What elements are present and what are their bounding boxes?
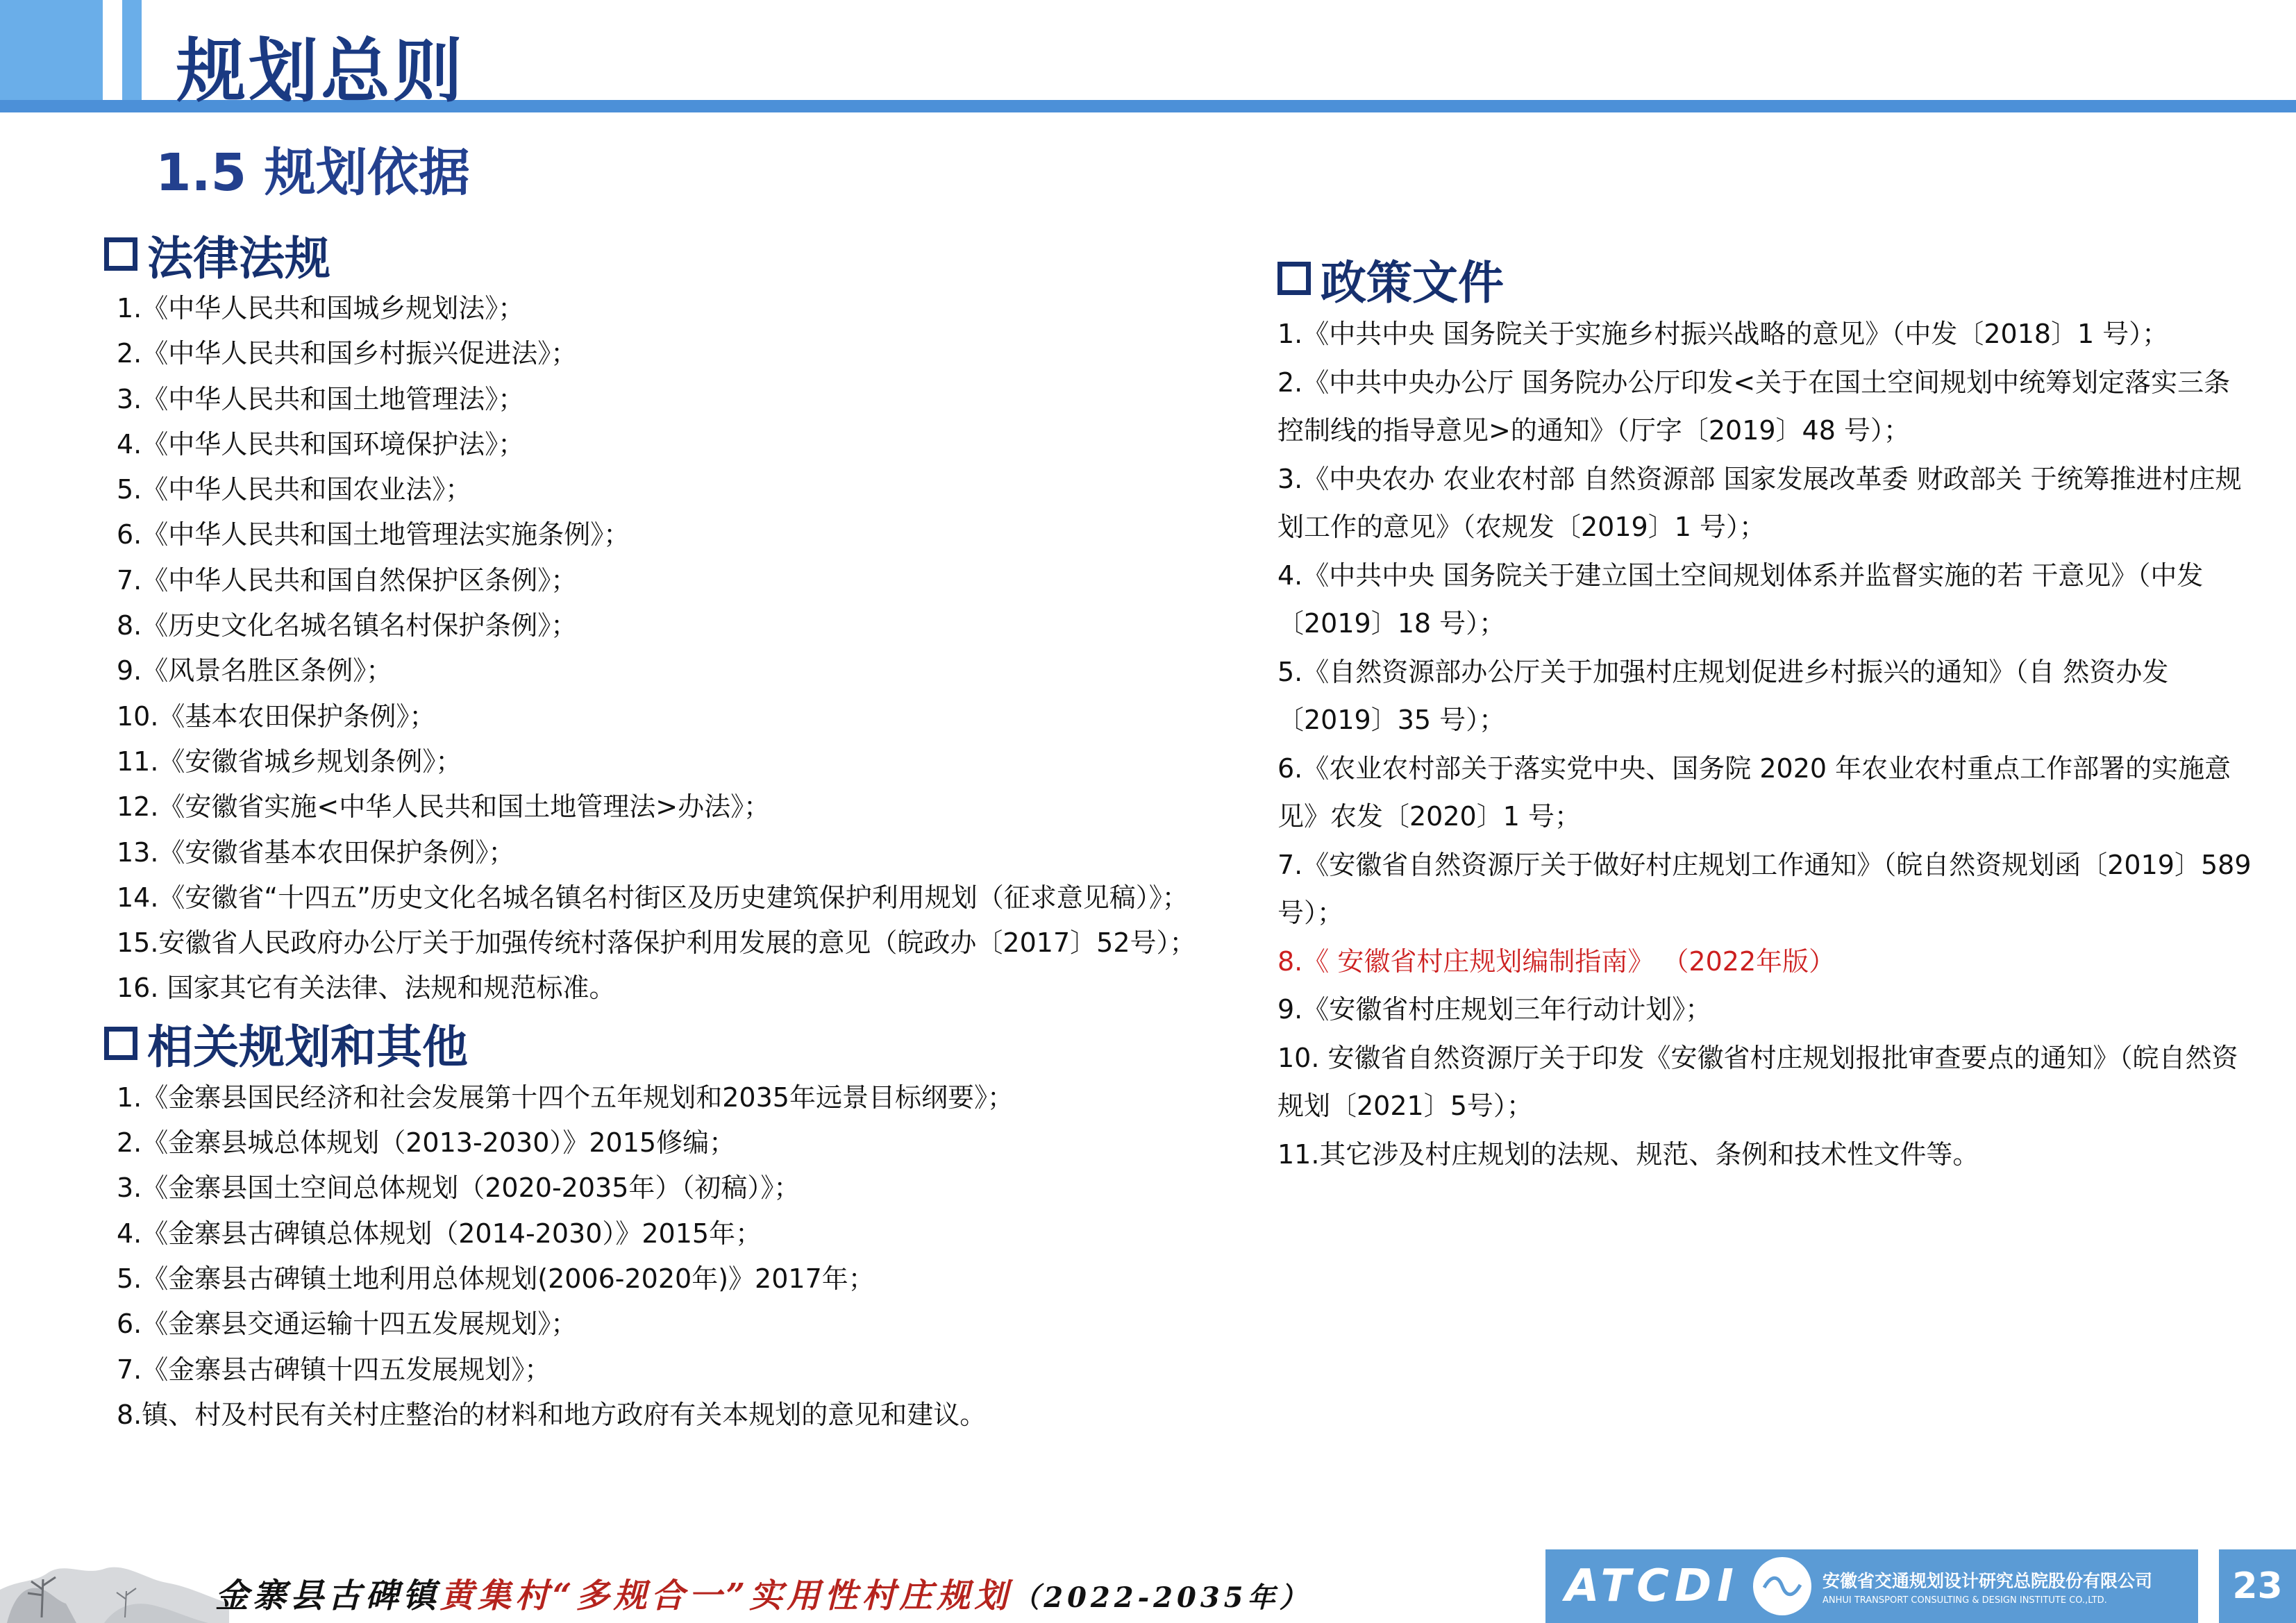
list-item: 3.《金寨县国土空间总体规划（2020-2035年）（初稿）》； bbox=[117, 1172, 801, 1204]
list-item: 2.《中华人民共和国乡村振兴促进法》； bbox=[117, 338, 578, 369]
list-item: 8.《历史文化名城名镇名村保护条例》； bbox=[117, 610, 578, 641]
plans-list bbox=[104, 1075, 1257, 1438]
company-logo bbox=[1545, 1549, 2198, 1623]
list-item: 2.《中共中央办公厅 国务院办公厅印发<关于在国土空间规划中统筹划定落实三条控制线的指导意见>的通知》（厅字〔2019〕48 号）； bbox=[1277, 367, 2231, 446]
left-column bbox=[104, 222, 1257, 1438]
checkbox-square-icon bbox=[104, 1027, 137, 1060]
page-number: 23 bbox=[2219, 1549, 2296, 1623]
list-item: 16. 国家其它有关法律、法规和规范标准。 bbox=[117, 973, 616, 1004]
section-title: 1.5 规划依据 bbox=[156, 143, 470, 203]
list-item: 10. 安徽省自然资源厅关于印发《安徽省村庄规划报批审查要点的通知》（皖自然资规划〔2021〕5号）； bbox=[1277, 1042, 2238, 1121]
header-accent-stripe bbox=[122, 0, 142, 100]
list-item: 5.《中华人民共和国农业法》； bbox=[117, 474, 472, 505]
list-item: 9.《安徽省村庄规划三年行动计划》； bbox=[1277, 994, 1712, 1025]
footer-title-years: （2022-2035年） bbox=[1012, 1581, 1312, 1614]
plans-heading-label: 相关规划和其他 bbox=[147, 1020, 468, 1075]
list-item: 1.《金寨县国民经济和社会发展第十四个五年规划和2035年远景目标纲要》； bbox=[117, 1082, 1014, 1113]
list-item: 11.《安徽省城乡规划条例》； bbox=[117, 746, 462, 777]
list-item: 1.《中华人民共和国城乡规划法》； bbox=[117, 293, 525, 323]
list-item: 4.《金寨县古碑镇总体规划（2014-2030）》2015年； bbox=[117, 1218, 762, 1249]
list-item: 4.《中共中央 国务院关于建立国土空间规划体系并监督实施的若 干意见》（中发〔2019〕18 号）； bbox=[1277, 560, 2204, 639]
list-item: 13.《安徽省基本农田保护条例》； bbox=[117, 836, 515, 868]
footer-title-town: 金寨县古碑镇 bbox=[215, 1576, 441, 1615]
list-item: 12.《安徽省实施<中华人民共和国土地管理法>办法》； bbox=[117, 791, 771, 823]
list-item: 5.《自然资源部办公厅关于加强村庄规划促进乡村振兴的通知》（自 然资办发〔2019〕35 号）； bbox=[1277, 656, 2169, 735]
list-item: 5.《金寨县古碑镇土地利用总体规划(2006-2020年)》2017年； bbox=[117, 1263, 875, 1294]
list-item: 6.《农业农村部关于落实党中央、国务院 2020 年农业农村重点工作部署的实施意见》农发〔2020〕1 号； bbox=[1277, 752, 2231, 832]
company-name-en: ANHUI TRANSPORT CONSULTING & DESIGN INSTITUTE CO.,LTD. bbox=[1822, 1595, 2107, 1606]
highlighted-list-item: 8.《 安徽省村庄规划编制指南》 （2022年版） bbox=[1277, 945, 1836, 977]
footer-title-plan: 黄集村“多规合一”实用性村庄规划 bbox=[440, 1576, 1012, 1615]
list-item: 7.《金寨县古碑镇十四五发展规划》； bbox=[117, 1354, 551, 1385]
laws-list bbox=[104, 286, 1257, 1011]
list-item: 7.《安徽省自然资源厅关于做好村庄规划工作通知》（皖自然资规划函〔2019〕589 号）； bbox=[1277, 849, 2252, 928]
footer-title bbox=[215, 1569, 1312, 1617]
checkbox-square-icon bbox=[1277, 262, 1311, 295]
policy-heading bbox=[1277, 246, 2256, 310]
list-item: 8.镇、村及村民有关村庄整治的材料和地方政府有关本规划的意见和建议。 bbox=[117, 1399, 987, 1430]
list-item: 11.其它涉及村庄规划的法规、规范、条例和技术性文件等。 bbox=[1277, 1138, 1979, 1170]
wave-circle-icon bbox=[1753, 1557, 1811, 1615]
page-title: 规划总则 bbox=[176, 31, 465, 112]
company-name-cn: 安徽省交通规划设计研究总院股份有限公司 bbox=[1822, 1570, 2152, 1591]
list-item: 15.安徽省人民政府办公厅关于加强传统村落保护利用发展的意见（皖政办〔2017〕52号）； bbox=[117, 927, 1196, 959]
right-column bbox=[1277, 246, 2256, 1179]
list-item: 2.《金寨县城总体规划（2013-2030）》2015修编； bbox=[117, 1127, 736, 1159]
list-item: 6.《金寨县交通运输十四五发展规划》； bbox=[117, 1309, 578, 1340]
laws-heading-label: 法律法规 bbox=[147, 231, 330, 285]
laws-heading bbox=[104, 222, 1257, 286]
logo-wordmark: ATCDI bbox=[1565, 1561, 1739, 1612]
checkbox-square-icon bbox=[104, 237, 137, 271]
list-item: 14.《安徽省“十四五”历史文化名城名镇名村街区及历史建筑保护利用规划（征求意见稿）》； bbox=[117, 882, 1189, 913]
plans-heading bbox=[104, 1011, 1257, 1075]
list-item: 3.《中央农办 农业农村部 自然资源部 国家发展改革委 财政部关 于统筹推进村庄规划工作的意见》（农规发〔2019〕1 号）； bbox=[1277, 463, 2242, 542]
policy-list bbox=[1277, 310, 2256, 1179]
list-item: 9.《风景名胜区条例》； bbox=[117, 655, 393, 687]
header-accent-block bbox=[0, 0, 103, 100]
list-item: 4.《中华人民共和国环境保护法》； bbox=[117, 428, 525, 460]
policy-heading-label: 政策文件 bbox=[1321, 255, 1504, 310]
list-item: 3.《中华人民共和国土地管理法》； bbox=[117, 383, 525, 414]
list-item: 1.《中共中央 国务院关于实施乡村振兴战略的意见》（中发〔2018〕1 号）； bbox=[1277, 319, 2169, 349]
ink-landscape-illustration bbox=[0, 1513, 229, 1623]
list-item: 7.《中华人民共和国自然保护区条例》； bbox=[117, 564, 578, 596]
list-item: 10.《基本农田保护条例》； bbox=[117, 700, 436, 732]
list-item: 6.《中华人民共和国土地管理法实施条例》； bbox=[117, 519, 630, 550]
